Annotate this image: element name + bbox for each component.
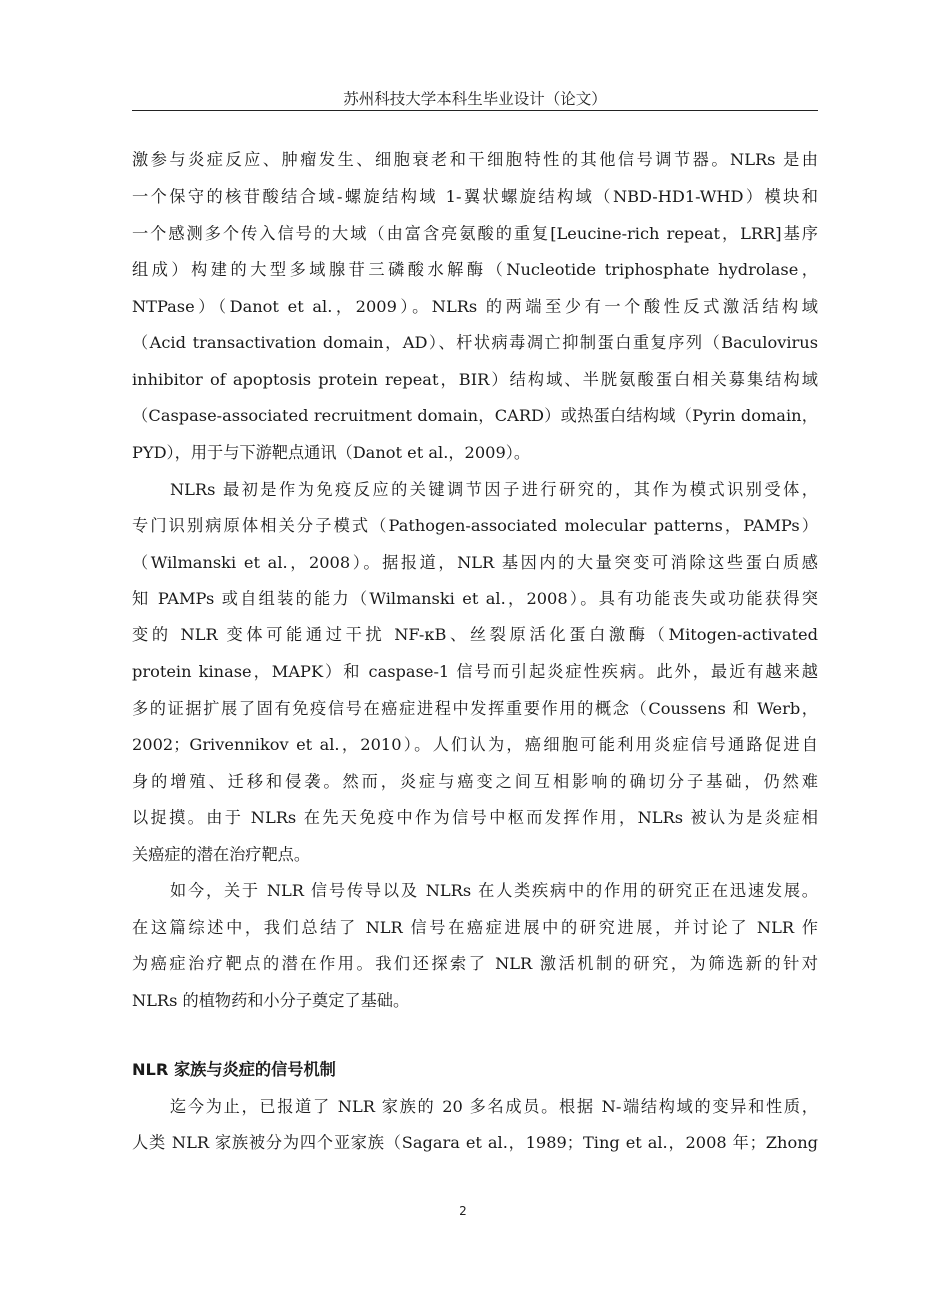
body-line: 专门识别病原体相关分子模式（Pathogen-associated molecular patterns，PAMPs） [132, 516, 818, 535]
body-line: 以捉摸。由于 NLRs 在先天免疫中作为信号中枢而发挥作用，NLRs 被认为是炎症相 [132, 808, 818, 827]
page-number: 2 [459, 1204, 467, 1218]
body-line: 变的 NLR 变体可能通过干扰 NF-κB、丝裂原活化蛋白激酶（Mitogen-activated [132, 625, 818, 644]
body-line: （Acid transactivation domain，AD）、杆状病毒凋亡抑制蛋白重复序列（Baculovirus [132, 333, 818, 352]
body-line: （Wilmanski et al.，2008）。据报道，NLR 基因内的大量突变可消除这些蛋白质感 [132, 553, 818, 572]
body-line: 迄今为止，已报道了 NLR 家族的 20 多名成员。根据 N-端结构域的变异和性质， [170, 1097, 818, 1116]
body-line: 一个保守的核苷酸结合域-螺旋结构域 1-翼状螺旋结构域（NBD-HD1-WHD）模块和 [132, 187, 818, 206]
body-line: NLRs 最初是作为免疫反应的关键调节因子进行研究的，其作为模式识别受体， [170, 480, 818, 499]
body-line: 组成）构建的大型多域腺苷三磷酸水解酶（Nucleotide triphosphate hydrolase， [132, 260, 818, 279]
body-line: 2002；Grivennikov et al.，2010）。人们认为，癌细胞可能利用炎症信号通路促进自 [132, 735, 818, 754]
body-line: 多的证据扩展了固有免疫信号在癌症进程中发挥重要作用的概念（Coussens 和 Werb， [132, 699, 818, 718]
section-heading: NLR 家族与炎症的信号机制 [132, 1060, 336, 1079]
body-line: （Caspase-associated recruitment domain，CARD）或热蛋白结构域（Pyrin domain， [132, 406, 818, 425]
body-line: 为癌症治疗靶点的潜在作用。我们还探索了 NLR 激活机制的研究，为筛选新的针对 [132, 954, 818, 973]
body-line: inhibitor of apoptosis protein repeat，BIR）结构域、半胱氨酸蛋白相关募集结构域 [132, 370, 818, 389]
body-line: NLRs 的植物药和小分子奠定了基础。 [132, 991, 410, 1010]
body-line: 如今，关于 NLR 信号传导以及 NLRs 在人类疾病中的作用的研究正在迅速发展。 [170, 881, 818, 900]
body-line: PYD），用于与下游靶点通讯（Danot et al.，2009）。 [132, 443, 531, 462]
body-line: 知 PAMPs 或自组装的能力（Wilmanski et al.，2008）。具有功能丧失或功能获得突 [132, 589, 818, 608]
body-line: 人类 NLR 家族被分为四个亚家族（Sagara et al.，1989；Ting et al.，2008 年；Zhong [132, 1133, 818, 1152]
body-line: protein kinase，MAPK）和 caspase-1 信号而引起炎症性疾病。此外，最近有越来越 [132, 662, 818, 681]
body-line: 身的增殖、迁移和侵袭。然而，炎症与癌变之间互相影响的确切分子基础，仍然难 [132, 772, 818, 791]
body-line: 激参与炎症反应、肿瘤发生、细胞衰老和干细胞特性的其他信号调节器。NLRs 是由 [132, 150, 818, 169]
body-line: 一个感测多个传入信号的大域（由富含亮氨酸的重复[Leucine-rich repeat，LRR]基序 [132, 224, 818, 243]
body-line: NTPase）（Danot et al.，2009）。NLRs 的两端至少有一个酸性反式激活结构域 [132, 297, 818, 316]
body-line: 在这篇综述中，我们总结了 NLR 信号在癌症进展中的研究进展，并讨论了 NLR 作 [132, 918, 818, 937]
body-line: 关癌症的潜在治疗靶点。 [132, 845, 311, 864]
header-divider [132, 110, 818, 111]
page-header: 苏州科技大学本科生毕业设计（论文） [343, 90, 607, 108]
